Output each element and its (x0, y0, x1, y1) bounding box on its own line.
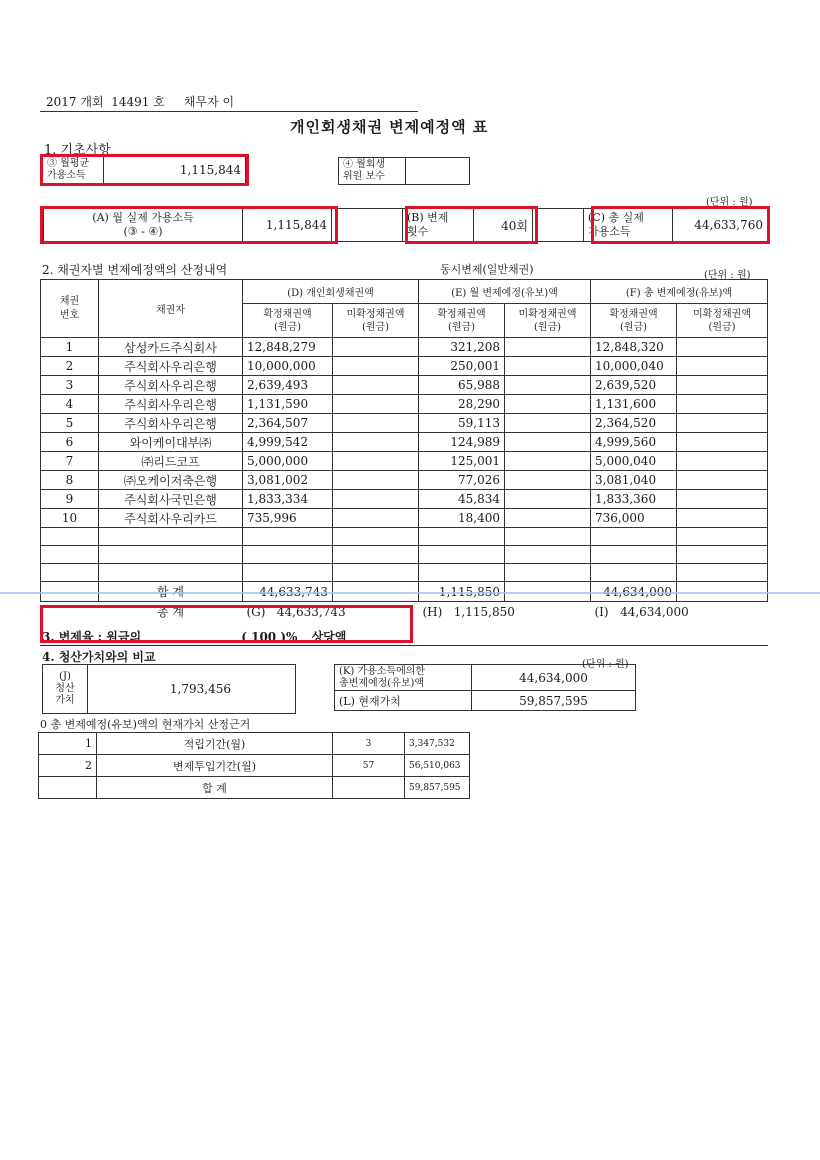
highlight-b (405, 206, 538, 244)
liquidation-table (42, 664, 296, 714)
cell-no: 10 (41, 509, 99, 528)
cell-no: 3 (41, 376, 99, 395)
table-row (41, 395, 768, 414)
cell-f: 12,848,320 (591, 338, 677, 357)
case-number (46, 93, 234, 110)
cell-name: 주식회사우리은행 (99, 376, 243, 395)
cell-f: 1,131,600 (591, 395, 677, 414)
b-label-1: (B) 변제 (407, 211, 449, 224)
section2-method: 동시변제(일반채권) (440, 263, 534, 276)
pv-cell-value: 56,510,063 (405, 755, 470, 777)
cell-no: 9 (41, 490, 99, 509)
h-value: 1,115,850 (453, 604, 515, 619)
cell-e: 45,834 (419, 490, 505, 509)
col-no-1: 채권 (59, 295, 80, 307)
cell-f: 2,639,520 (591, 376, 677, 395)
pv-cell-no: 1 (39, 733, 97, 755)
sub-confirmed-e-2: (원금) (447, 321, 476, 333)
cell-e: 321,208 (419, 338, 505, 357)
highlight-total (40, 605, 413, 643)
trustee-fee-label-2: 위원 보수 (343, 171, 385, 182)
case-type: 개회 (80, 95, 104, 109)
cell-d2 (333, 414, 419, 433)
total-label: 총 계 (157, 605, 184, 620)
b-value: 40회 (474, 209, 533, 242)
table-row (41, 509, 768, 528)
section3-rate: ( 100 )% (241, 630, 298, 644)
debtor-label: 채무자 (183, 95, 219, 109)
present-value-table (334, 664, 636, 711)
cell-e: 250,001 (419, 357, 505, 376)
pv-cell-no: 2 (39, 755, 97, 777)
cell-no: 8 (41, 471, 99, 490)
section5-heading: 0 총 변제예정(유보)액의 현재가치 산정근거 (40, 718, 251, 731)
c-label-2: 가용소득 (588, 225, 631, 238)
cell-name: 주식회사우리카드 (99, 509, 243, 528)
sub-confirmed-e: 확정채권액 (437, 308, 486, 320)
j-label-1: (J) (59, 671, 71, 682)
cell-e2 (505, 357, 591, 376)
cell-f: 736,000 (591, 509, 677, 528)
pv-cell-months: 3 (333, 733, 405, 755)
cell-d: 12,848,279 (243, 338, 333, 357)
pv-cell-label: 변제투입기간(월) (97, 755, 333, 777)
table-row (41, 490, 768, 509)
highlight-monthly-income (40, 154, 249, 186)
section3-text-1: 3. 변제율 : 원금의 (42, 630, 142, 644)
creditor-table (40, 279, 768, 622)
sub-unconfirmed-d: 미확정채권액 (346, 308, 405, 320)
trustee-fee-table (338, 157, 470, 185)
cell-f: 10,000,040 (591, 357, 677, 376)
cell-f2 (677, 433, 768, 452)
highlight-c (591, 206, 770, 244)
j-value: 1,793,456 (88, 665, 296, 714)
creditor-rows (41, 338, 768, 528)
cell-name: 와이케이대부㈜ (99, 433, 243, 452)
table-row (41, 376, 768, 395)
monthly-income-value: 1,115,844 (104, 157, 246, 184)
cell-name: 주식회사우리은행 (99, 414, 243, 433)
table-row (41, 338, 768, 357)
cell-e: 125,001 (419, 452, 505, 471)
section2-heading: 2. 채권자별 변제예정액의 산정내역 (42, 263, 228, 277)
cell-f: 4,999,560 (591, 433, 677, 452)
sub-confirmed-f-2: (원금) (619, 321, 648, 333)
section3-rule (40, 645, 768, 646)
highlight-a (40, 206, 338, 244)
cell-e2 (505, 338, 591, 357)
cell-no: 6 (41, 433, 99, 452)
sub-unconfirmed-f-2: (원금) (708, 321, 736, 333)
cell-no: 2 (41, 357, 99, 376)
pv-rows (39, 733, 470, 777)
c-label-1: (C) 총 실제 (588, 211, 644, 224)
pv-cell-months: 57 (333, 755, 405, 777)
pv-basis-table (38, 732, 470, 799)
pv-total-value: 59,857,595 (405, 777, 470, 799)
cell-d2 (333, 471, 419, 490)
cell-d: 1,131,590 (243, 395, 333, 414)
case-year: 2017 (46, 95, 77, 109)
sub-unconfirmed-e-2: (원금) (533, 321, 562, 333)
cell-d2 (333, 338, 419, 357)
cell-d: 3,081,002 (243, 471, 333, 490)
a-value: 1,115,844 (243, 209, 332, 242)
cell-e2 (505, 376, 591, 395)
cell-d2 (333, 509, 419, 528)
sub-confirmed-f: 확정채권액 (609, 308, 658, 320)
cell-e: 77,026 (419, 471, 505, 490)
cell-d: 10,000,000 (243, 357, 333, 376)
l-value: 59,857,595 (472, 691, 636, 711)
table-row (41, 357, 768, 376)
header-rule (40, 111, 418, 112)
cell-d: 2,639,493 (243, 376, 333, 395)
cell-f: 2,364,520 (591, 414, 677, 433)
cell-name: ㈜리드코프 (99, 452, 243, 471)
section1-heading: 1. 기초사항 (44, 143, 111, 158)
col-f: (F) 총 변제예정(유보)액 (591, 280, 768, 304)
section2-unit: (단위 : 원) (704, 270, 751, 281)
section4-unit: (단위 : 원) (582, 659, 629, 670)
k-label-2: 총변제예정(유보)액 (339, 677, 425, 689)
cell-name: ㈜오케이저축은행 (99, 471, 243, 490)
cell-d2 (333, 452, 419, 471)
trustee-fee-value (406, 158, 470, 185)
g-label: (G) (246, 604, 266, 619)
sub-confirmed-d-2: (원금) (273, 321, 302, 333)
monthly-income-label-1: ③ 월평균 (47, 158, 90, 169)
table-row (41, 433, 768, 452)
table-row (39, 733, 470, 755)
cell-e2 (505, 414, 591, 433)
cell-d: 4,999,542 (243, 433, 333, 452)
cell-no: 1 (41, 338, 99, 357)
cell-name: 주식회사국민은행 (99, 490, 243, 509)
section3-text-2: 상당액 (311, 630, 347, 644)
case-suffix: 호 (153, 95, 165, 109)
cell-name: 삼성카드주식회사 (99, 338, 243, 357)
a-label-1: (A) 월 실제 가용소득 (92, 211, 194, 224)
col-e: (E) 월 변제예정(유보)액 (419, 280, 591, 304)
l-label: (L) 현재가치 (335, 691, 472, 711)
case-no: 14491 (111, 95, 150, 109)
cell-e2 (505, 509, 591, 528)
table-row (41, 452, 768, 471)
cell-d2 (333, 433, 419, 452)
cell-f2 (677, 414, 768, 433)
section1-unit: (단위 : 원) (706, 197, 753, 208)
pv-cell-label: 적립기간(월) (97, 733, 333, 755)
cell-e: 59,113 (419, 414, 505, 433)
table-row (39, 755, 470, 777)
cell-name: 주식회사우리은행 (99, 357, 243, 376)
cell-f2 (677, 338, 768, 357)
j-label-3: 가치 (55, 695, 75, 706)
cell-no: 4 (41, 395, 99, 414)
cell-e: 124,989 (419, 433, 505, 452)
cell-f2 (677, 376, 768, 395)
cell-e2 (505, 490, 591, 509)
debtor-name: 이 (222, 95, 235, 109)
cell-e: 28,290 (419, 395, 505, 414)
cell-f2 (677, 357, 768, 376)
table-row (41, 471, 768, 490)
sub-unconfirmed-f: 미확정채권액 (693, 308, 751, 320)
cell-d2 (333, 376, 419, 395)
cell-d: 5,000,000 (243, 452, 333, 471)
cell-d: 735,996 (243, 509, 333, 528)
col-d: (D) 개인회생채권액 (243, 280, 419, 304)
cell-d: 1,833,334 (243, 490, 333, 509)
g-value: 44,633,743 (276, 604, 346, 619)
cell-d: 2,364,507 (243, 414, 333, 433)
sub-unconfirmed-d-2: (원금) (361, 321, 390, 333)
section4-heading: 4. 청산가치와의 비교 (42, 650, 156, 664)
cell-d2 (333, 490, 419, 509)
cell-f2 (677, 452, 768, 471)
pv-cell-value: 3,347,532 (405, 733, 470, 755)
cell-e2 (505, 433, 591, 452)
pv-total-label: 합 계 (97, 777, 333, 799)
col-no-2: 번호 (59, 309, 80, 321)
cell-e2 (505, 452, 591, 471)
cell-no: 5 (41, 414, 99, 433)
cell-d2 (333, 395, 419, 414)
c-value: 44,633,760 (673, 209, 768, 242)
cell-d2 (333, 357, 419, 376)
sub-unconfirmed-e: 미확정채권액 (518, 308, 577, 320)
h-label: (H) (422, 604, 443, 619)
cell-no: 7 (41, 452, 99, 471)
k-label-1: (K) 가용소득에의한 (339, 665, 426, 677)
a-label-2: (③ - ④) (123, 225, 163, 238)
cell-e: 18,400 (419, 509, 505, 528)
scan-line (0, 592, 820, 594)
cell-f2 (677, 509, 768, 528)
sub-confirmed-d: 확정채권액 (263, 308, 312, 320)
cell-e2 (505, 395, 591, 414)
cell-e: 65,988 (419, 376, 505, 395)
cell-name: 주식회사우리은행 (99, 395, 243, 414)
monthly-income-label-2: 가용소득 (47, 170, 86, 181)
j-label-2: 청산 (55, 683, 75, 694)
b-label-2: 횟수 (407, 225, 429, 238)
page-title: 개인회생채권 변제예정액 표 (290, 118, 489, 136)
i-label: (I) (594, 604, 609, 619)
cell-f: 5,000,040 (591, 452, 677, 471)
table-row (41, 414, 768, 433)
cell-f: 1,833,360 (591, 490, 677, 509)
cell-f2 (677, 395, 768, 414)
cell-e2 (505, 471, 591, 490)
cell-f2 (677, 490, 768, 509)
cell-f2 (677, 471, 768, 490)
cell-f: 3,081,040 (591, 471, 677, 490)
k-value: 44,634,000 (472, 665, 636, 691)
i-value: 44,634,000 (620, 604, 689, 619)
trustee-fee-label-1: ④ 월회생 (343, 159, 386, 170)
col-creditor: 채권자 (99, 280, 243, 338)
